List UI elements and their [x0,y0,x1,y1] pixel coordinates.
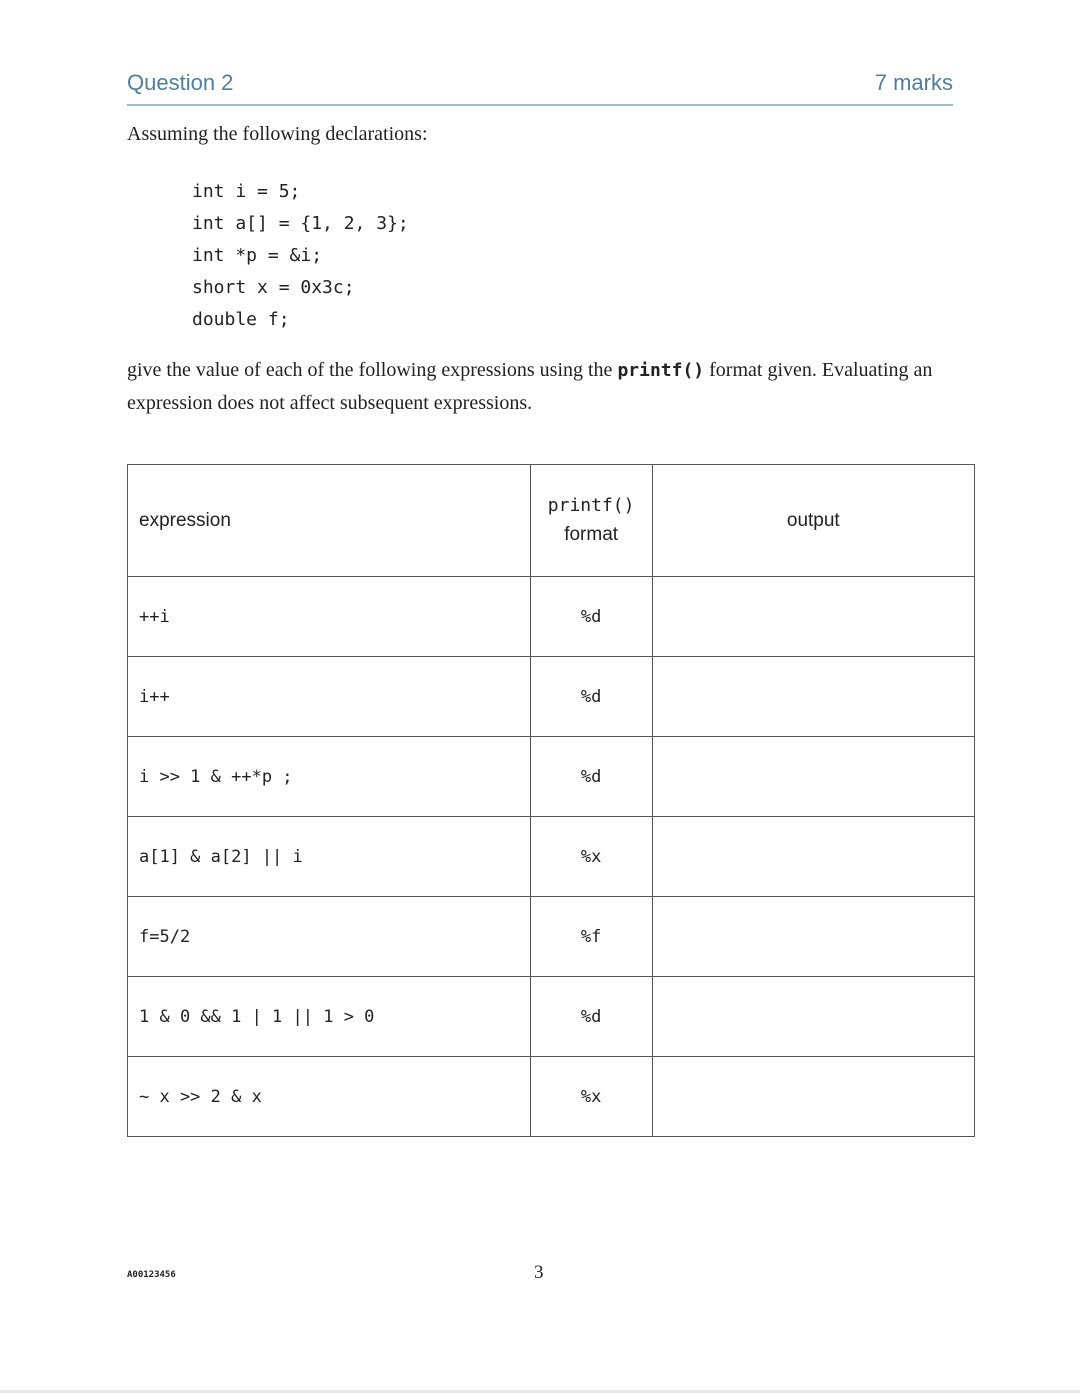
instructions-code: printf() [617,360,705,381]
table-row [128,1057,975,1137]
answer-table [127,464,975,1137]
header-output: output [652,465,974,577]
question-header [127,70,953,106]
table-row [128,577,975,657]
table-row [128,897,975,977]
expression-cell: 1 & 0 && 1 | 1 || 1 > 0 [128,977,531,1057]
expression-cell: a[1] & a[2] || i [128,817,531,897]
table-row [128,657,975,737]
table-row [128,817,975,897]
page-number: 3 [534,1262,544,1283]
format-cell: %x [530,1057,652,1137]
format-cell: %d [530,737,652,817]
output-cell[interactable] [652,817,974,897]
instructions-paragraph [127,354,967,419]
table-row [128,737,975,817]
declaration-line: int a[] = {1, 2, 3}; [192,213,409,234]
header-expression: expression [128,465,531,577]
output-cell[interactable] [652,897,974,977]
format-cell: %f [530,897,652,977]
output-cell[interactable] [652,657,974,737]
declarations-code-block [192,176,409,336]
declaration-line: int *p = &i; [192,245,323,266]
question-title: Question 2 [127,70,234,95]
format-cell: %d [530,657,652,737]
expression-cell: i >> 1 & ++*p ; [128,737,531,817]
format-cell: %d [530,577,652,657]
table-header-row [128,465,975,577]
output-cell[interactable] [652,1057,974,1137]
expression-cell: ~ x >> 2 & x [128,1057,531,1137]
instructions-text-before: give the value of each of the following expressions using the [127,359,618,381]
expression-cell: ++i [128,577,531,657]
student-id: A00123456 [127,1270,176,1280]
expression-cell: f=5/2 [128,897,531,977]
output-cell[interactable] [652,977,974,1057]
header-format [530,465,652,577]
output-cell[interactable] [652,737,974,817]
declaration-line: double f; [192,309,290,330]
question-marks: 7 marks [874,70,953,95]
intro-text: Assuming the following declarations: [127,123,428,145]
instructions-text-after: format given. Evaluating an expression does not affect subsequent expressions. [127,359,933,414]
declaration-line: short x = 0x3c; [192,277,355,298]
header-format-word: format [564,524,619,545]
expression-cell: i++ [128,657,531,737]
format-cell: %x [530,817,652,897]
output-cell[interactable] [652,577,974,657]
header-format-code: printf() [547,495,635,516]
table-row [128,977,975,1057]
format-cell: %d [530,977,652,1057]
declaration-line: int i = 5; [192,181,301,202]
